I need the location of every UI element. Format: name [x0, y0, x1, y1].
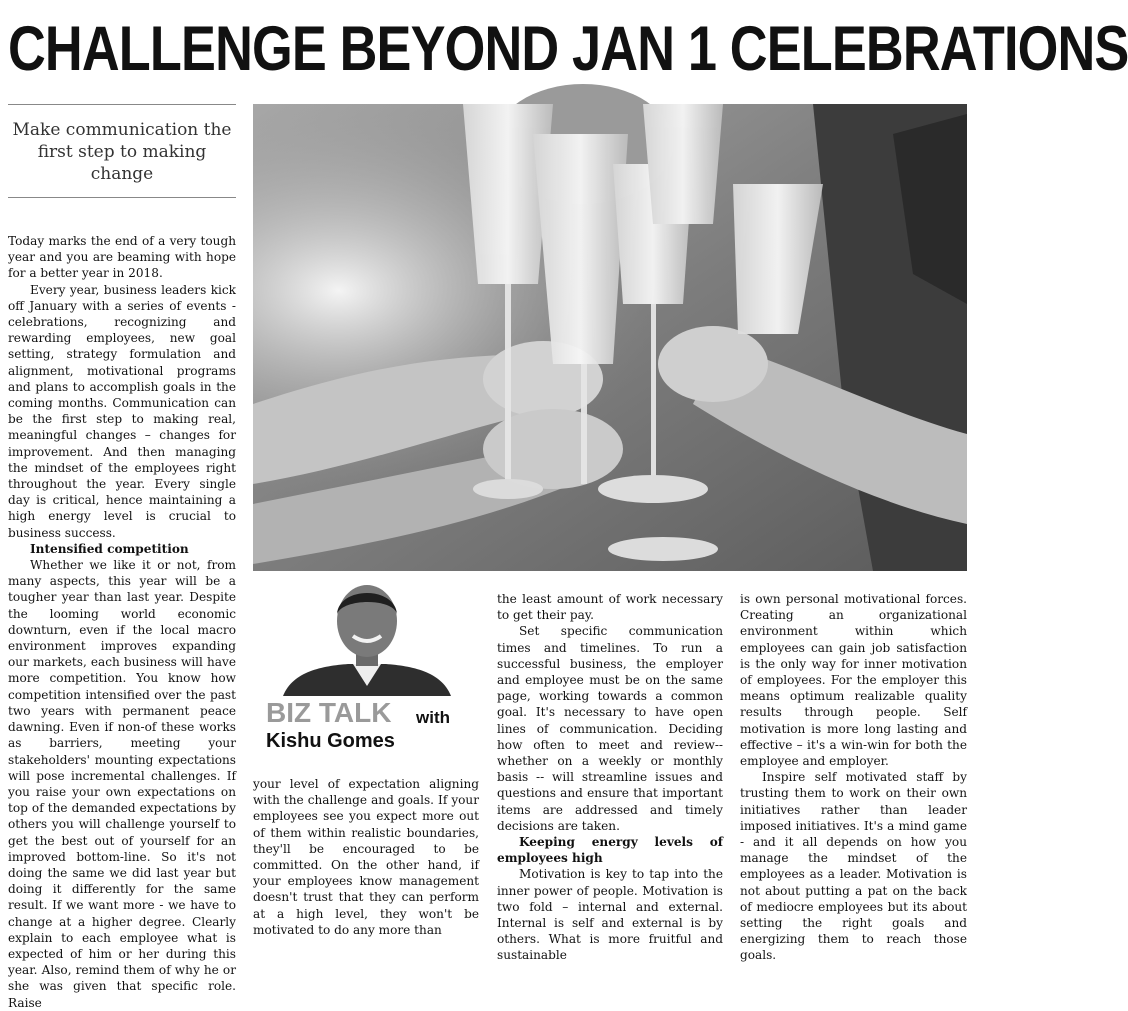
subheading: Intensified competition: [30, 541, 189, 556]
paragraph: Whether we like it or not, from many aspects, this year will be a tougher year than last year. Despite the looming world economic downturn, even if the local macro environment improves expanding our markets, each business will have more competition. You know how competition intensified over the past two years with permanent peace dawning. Even if non-of these works as barriers, meeting your stakeholders' mounting expectations will pose incremental challenges. If you raise your own expectations on top of the demanded expectations by others you will challenge yourself to get the best out of yourself for an improved bottom-line. So it's not doing the same we did last year but doing it differently for the same result. If we want more - we have to change at a higher degree. Clearly explain to each employee what is expected of him or her during this year. Also, remind them of why he or she was given that specific role. Raise: [8, 558, 236, 1010]
paragraph: Today marks the end of a very tough year and you are beaming with hope for a better year in 2018.: [8, 234, 236, 281]
article-column-2: [253, 776, 479, 938]
author-photo: [253, 576, 481, 696]
paragraph: Set specific communication times and timelines. To run a successful business, the employer and employee must be on the same page, working towards a common goal. It's necessary to have open lines of communication. Deciding how often to meet and review--whether on a weekly or monthly basis -- will streamline issues and questions and ensure that important items are addressed and timely decisions are taken.: [497, 624, 723, 833]
paragraph: your level of expectation aligning with the challenge and goals. If your employees see you expect more out of them within realistic boundaries, they'll be encouraged to be committed. On the other hand, if your employees know management doesn't trust that they can perform at a high level, they won't be motivated to do any more than: [253, 777, 479, 937]
paragraph: is own personal motivational forces. Creating an organizational environment within which employees can gain job satisfaction is the only way for inner motivation of employees. For the employer this means optimum realizable quality results through people. Self motivation is more long lasting and effective – it's a win-win for both the employee and employer.: [740, 592, 967, 769]
subheading: Keeping energy levels of employees high: [497, 835, 723, 866]
paragraph: the least amount of work necessary to get their pay.: [497, 592, 723, 623]
headline: CHALLENGE BEYOND JAN 1 CELEBRATIONS: [8, 14, 1128, 84]
article-column-3: [497, 591, 723, 964]
champagne-toast-photo: [253, 104, 967, 571]
article-column-4: [740, 591, 967, 964]
author-portrait: [253, 576, 481, 756]
author-name: Kishu Gomes: [266, 730, 395, 752]
biz-talk-label: BIZ TALK: [266, 697, 392, 728]
paragraph: Inspire self motivated staff by trusting them to work on their own initiatives rather than leader imposed initiatives. It's a mind game - and it all depends on how you manage the mindset of the employees as a leader. Motivation is not about putting a pat on the back of mediocre employees but its about setting the right goals and energizing them to reach those goals.: [740, 770, 967, 963]
paragraph: Every year, business leaders kick off January with a series of events - celebrations, recognizing and rewarding employees, new goal setting, strategy formulation and alignment, motivational programs and plans to accomplish goals in the coming months. Communication can be the first step to making real, meaningful changes – changes for improvement. And then managing the mindset of the employees right throughout the year. Every single day is critical, hence maintaining a high energy level is crucial to business success.: [8, 282, 236, 540]
article-column-1: [8, 233, 236, 1011]
photo-illustration: [253, 104, 967, 571]
paragraph: Motivation is key to tap into the inner power of people. Motivation is two fold – internal and external. Internal is self and external is by others. What is more fruitful and sustainable: [497, 867, 723, 963]
deck-subheading: Make communication the first step to making change: [12, 120, 232, 184]
deck-top-rule: [8, 104, 236, 105]
with-label: with: [416, 708, 450, 727]
deck-bottom-rule: [8, 197, 236, 198]
